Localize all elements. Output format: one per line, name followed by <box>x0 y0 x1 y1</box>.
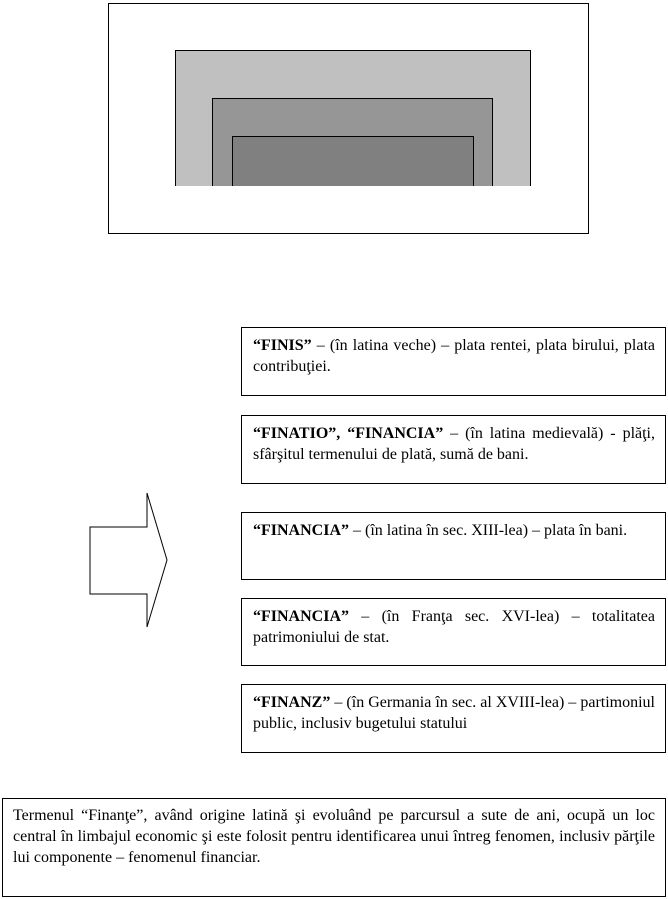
definition-text: – (în Franţa sec. XVI-lea) – totalitatea patrimoniului de stat. <box>253 608 655 646</box>
definition-box-financia-xiii <box>241 512 666 580</box>
definition-box-financia-xvi <box>241 598 666 666</box>
inner-layer <box>232 136 474 186</box>
definition-term: “FINANCIA” <box>253 608 349 625</box>
right-arrow-icon <box>85 490 175 630</box>
definition-text: – (în Germania în sec. al XVIII-lea) – partimoniul public, inclusiv bugetului statului <box>253 694 655 732</box>
definition-box-finanz <box>241 684 666 753</box>
definition-text: – (în latina medievală) - plăţi, sfârşitul termenului de plată, sumă de bani. <box>253 425 656 463</box>
definition-text: – (în latina în sec. XIII-lea) – plata în bani. <box>349 522 628 539</box>
definition-term: “FINATIO”, “FINANCIA” <box>253 425 444 442</box>
definition-term: “FINANCIA” <box>253 522 349 539</box>
definition-box-finatio <box>241 415 666 484</box>
definition-text: – (în latina veche) – plata rentei, plata birului, plata contribuţiei. <box>253 337 655 375</box>
definition-box-finis <box>241 327 666 396</box>
definition-term: “FINANZ” <box>253 694 331 711</box>
summary-box: Termenul “Finanţe”, având origine latină şi evoluând pe parcursul a sute de ani, ocupă un loc central în limbajul economic şi este folosit pentru identificarea unui întreg fenomen, inclusiv părţile lui componente – fenomenul financiar. <box>2 798 666 897</box>
definition-term: “FINIS” <box>253 337 312 354</box>
